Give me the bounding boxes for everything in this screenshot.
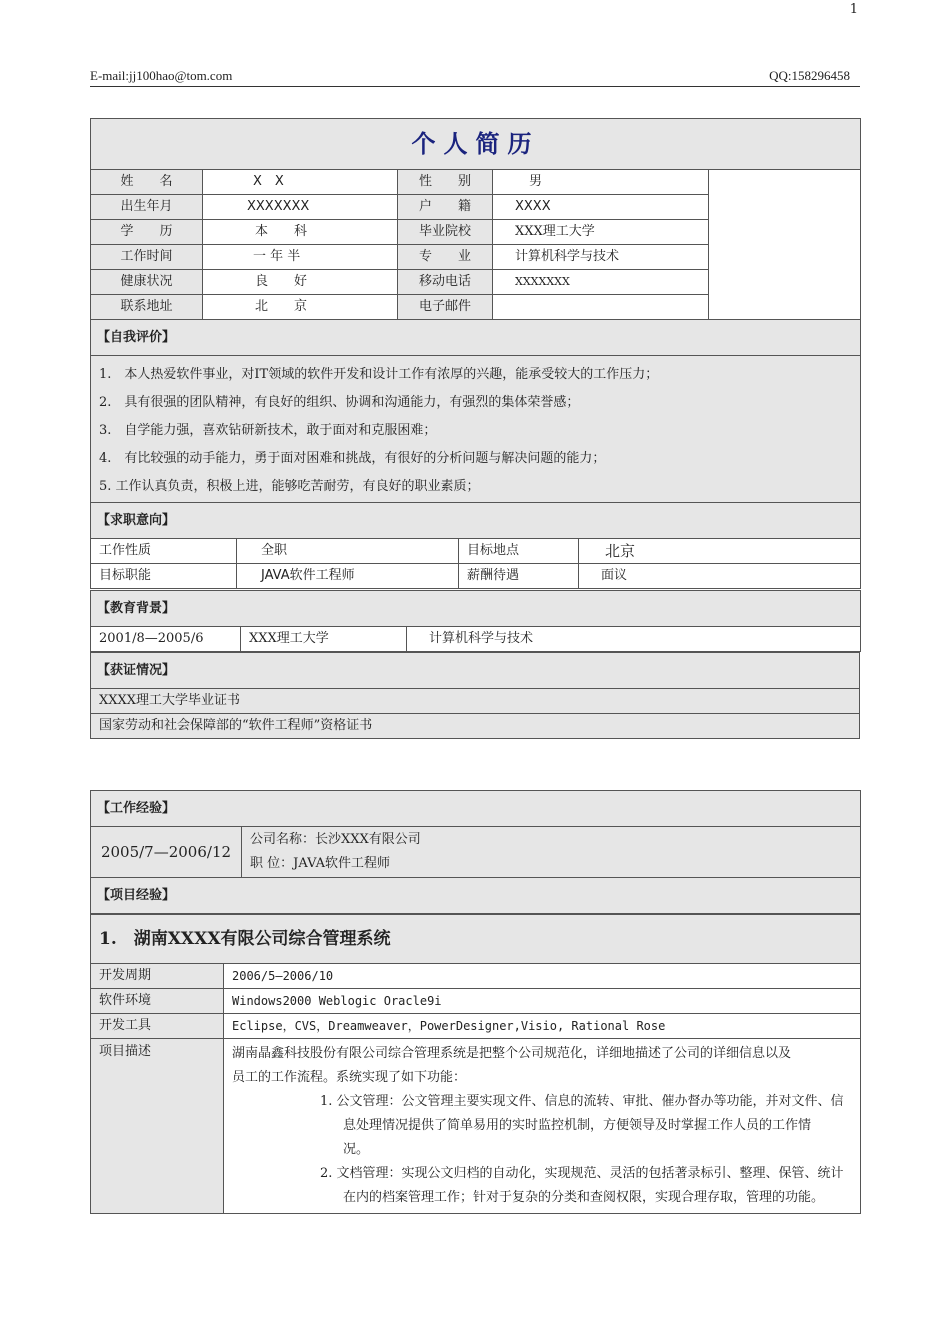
education-table xyxy=(90,590,861,652)
page-number: 1 xyxy=(849,2,858,17)
certs-table xyxy=(90,652,860,739)
desc-line: 员工的工作流程。系统实现了如下功能： xyxy=(232,1070,467,1085)
label-dev-period: 开发周期 xyxy=(91,964,224,989)
feature-line: 况。 xyxy=(343,1142,370,1157)
section-certs: 【获证情况】 xyxy=(91,653,860,689)
self-eval-list xyxy=(91,356,861,509)
value-name: X X xyxy=(203,170,398,195)
label-salary: 薪酬待遇 xyxy=(459,564,579,589)
page-header xyxy=(90,68,860,87)
section-job-intent: 【求职意向】 xyxy=(91,503,861,539)
feature-line: 在内的档案管理工作；针对于复杂的分类和查阅权限，实现合理存取，管理的功能。 xyxy=(343,1190,825,1205)
value-dev-period: 2006/5—2006/10 xyxy=(224,964,861,989)
edu-school: XXX理工大学 xyxy=(241,627,407,652)
work-table xyxy=(90,790,861,914)
label-job-nature: 工作性质 xyxy=(91,539,237,564)
work-position: 职 位：JAVA软件工程师 xyxy=(250,856,390,871)
value-birth: XXXXXXX xyxy=(203,195,398,220)
section-project: 【项目经验】 xyxy=(91,878,861,914)
resume-table-main xyxy=(90,118,861,509)
label-software-env: 软件环境 xyxy=(91,989,224,1014)
value-degree: 本 科 xyxy=(203,220,398,245)
label-gender: 性 别 xyxy=(398,170,493,195)
cert-item: 国家劳动和社会保障部的“软件工程师”资格证书 xyxy=(91,714,860,739)
label-worktime: 工作时间 xyxy=(91,245,203,270)
value-worktime: 一 年 半 xyxy=(203,245,398,270)
label-mobile: 移动电话 xyxy=(398,270,493,295)
project-title: 1. 湖南XXXX有限公司综合管理系统 xyxy=(91,915,861,964)
value-dev-tools: Eclipse，CVS，Dreamweaver，PowerDesigner,Visio, Rational Rose xyxy=(224,1014,861,1039)
value-health: 良 好 xyxy=(203,270,398,295)
feature-line: 1. 公文管理：公文管理主要实现文件、信息的流转、审批、催办督办等功能，并对文件、信 xyxy=(320,1094,844,1109)
header-qq: QQ:158296458 xyxy=(769,68,850,83)
value-address: 北 京 xyxy=(203,295,398,320)
label-dev-tools: 开发工具 xyxy=(91,1014,224,1039)
edu-major: 计算机科学与技术 xyxy=(407,627,861,652)
value-school: XXX理工大学 xyxy=(493,220,709,245)
label-birth: 出生年月 xyxy=(91,195,203,220)
feature-line: 息处理情况提供了简单易用的实时监控机制，方便领导及时掌握工作人员的工作情 xyxy=(343,1118,812,1133)
header-email: E-mail:jj100hao@tom.com xyxy=(90,68,233,83)
value-target-role: JAVA软件工程师 xyxy=(237,564,459,589)
value-email xyxy=(493,295,709,320)
self-eval-item: 4. 有比较强的动手能力，勇于面对困难和挑战，有很好的分析问题与解决问题的能力； xyxy=(99,451,606,466)
project-desc xyxy=(224,1039,861,1214)
label-address: 联系地址 xyxy=(91,295,203,320)
project-table xyxy=(90,914,861,1214)
value-mobile: XXXXXXX xyxy=(493,270,709,295)
label-email: 电子邮件 xyxy=(398,295,493,320)
label-target-location: 目标地点 xyxy=(459,539,579,564)
cert-item: XXXX理工大学毕业证书 xyxy=(91,689,860,714)
label-name: 姓 名 xyxy=(91,170,203,195)
work-company: 公司名称：长沙XXX有限公司 xyxy=(250,832,421,847)
value-gender: 男 xyxy=(493,170,709,195)
value-salary: 面议 xyxy=(579,564,861,589)
value-target-location: 北京 xyxy=(579,539,861,564)
value-major: 计算机科学与技术 xyxy=(493,245,709,270)
label-health: 健康状况 xyxy=(91,270,203,295)
resume-title: 个人简历 xyxy=(91,119,861,170)
self-eval-item: 5. 工作认真负责，积极上进，能够吃苦耐劳，有良好的职业素质； xyxy=(99,479,480,494)
label-school: 毕业院校 xyxy=(398,220,493,245)
photo-box xyxy=(709,170,861,320)
value-hukou: XXXX xyxy=(493,195,709,220)
label-hukou: 户 籍 xyxy=(398,195,493,220)
work-period: 2005/7—2006/12 xyxy=(91,827,242,878)
self-eval-item: 1. 本人热爱软件事业，对IT领域的软件开发和设计工作有浓厚的兴趣，能承受较大的工作压力； xyxy=(99,367,659,382)
feature-line: 2. 文档管理：实现公文归档的自动化，实现规范、灵活的包括著录标引、整理、保管、统计 xyxy=(320,1166,844,1181)
self-eval-item: 2. 具有很强的团队精神，有良好的组织、协调和沟通能力，有强烈的集体荣誉感； xyxy=(99,395,580,410)
work-details xyxy=(242,827,861,878)
section-work: 【工作经验】 xyxy=(91,791,861,827)
value-software-env: Windows2000 Weblogic Oracle9i xyxy=(224,989,861,1014)
section-education: 【教育背景】 xyxy=(91,591,861,627)
edu-period: 2001/8—2005/6 xyxy=(91,627,241,652)
label-project-desc: 项目描述 xyxy=(91,1039,224,1214)
label-target-role: 目标职能 xyxy=(91,564,237,589)
section-self-eval: 【自我评价】 xyxy=(91,320,861,356)
self-eval-item: 3. 自学能力强，喜欢钻研新技术，敢于面对和克服困难； xyxy=(99,423,437,438)
label-degree: 学 历 xyxy=(91,220,203,245)
desc-line: 湖南晶鑫科技股份有限公司综合管理系统是把整个公司规范化，详细地描述了公司的详细信息以及 xyxy=(232,1046,792,1061)
value-job-nature: 全职 xyxy=(237,539,459,564)
label-major: 专 业 xyxy=(398,245,493,270)
job-intent-table xyxy=(90,502,861,589)
